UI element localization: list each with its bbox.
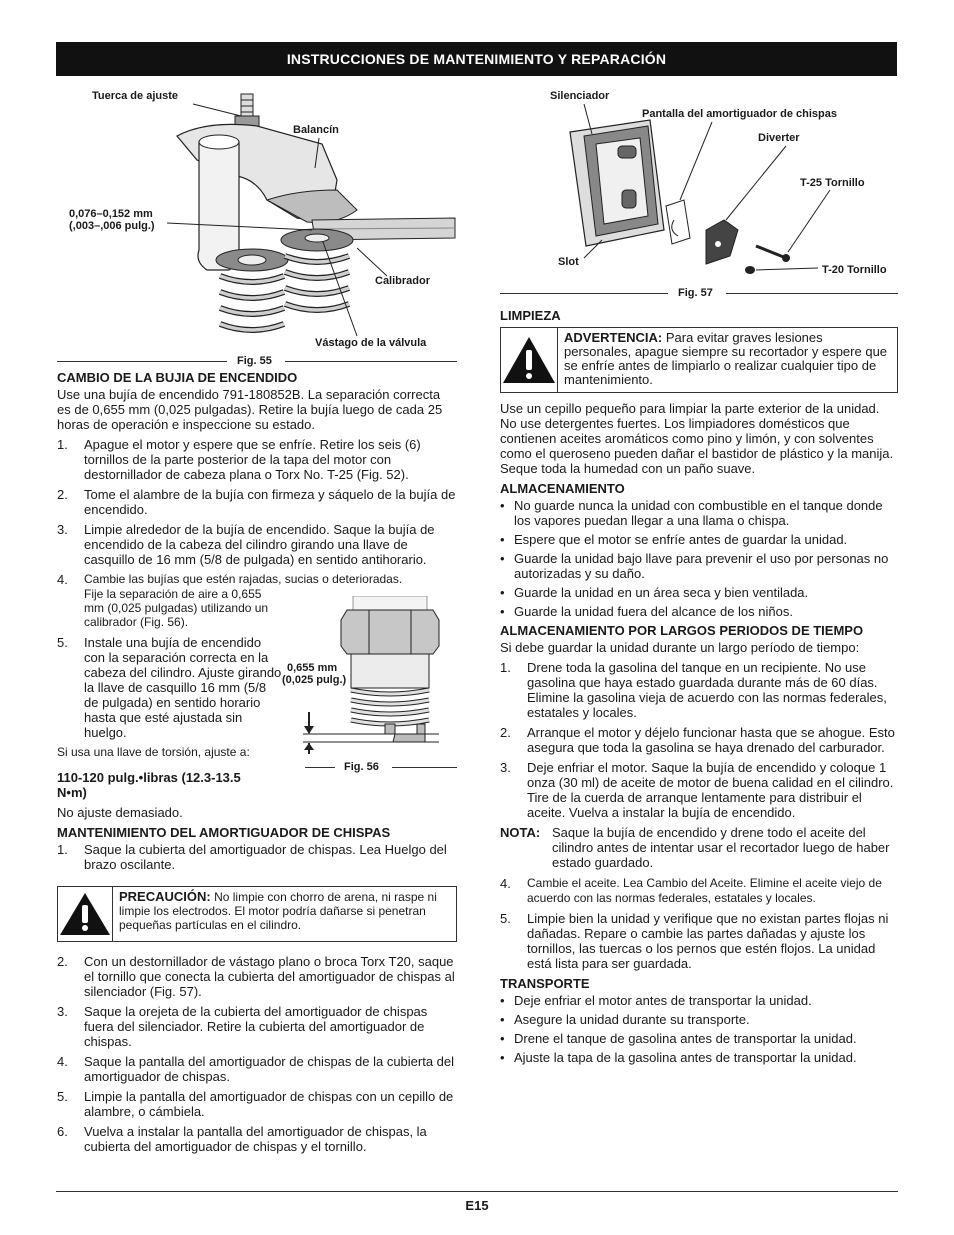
heading-largo-plazo: ALMACENAMIENTO POR LARGOS PERIODOS DE TIEMPO [500,623,864,638]
largo-steps [500,660,898,820]
list-item: 2. Tome el alambre de la bujía con firmeza y sáquelo de la bujía de encendido. [57,487,456,517]
largo-intro: Si debe guardar la unidad durante un largo período de tiempo: [500,640,860,655]
limpieza-body: Use un cepillo pequeño para limpiar la parte exterior de la unidad. No use detergentes fuertes. Los limpiadores domésticos que contienen aceites aromáticos como pino y limón, y con solventes como el queroseno pueden dañar el bastidor de plástico y la manija. Seque toda la humedad con un paño suave. [500,401,894,476]
list-item: 1. Apague el motor y espere que se enfríe. Retire los seis (6) tornillos de la parte posterior de la tapa del motor con destornillador de cabeza plana o Torx No. T-25 (Fig. 52). [57,437,421,482]
nota-label: NOTA: [500,825,541,840]
list-item: 5. Instale una bujía de encendido con la separación correcta en la cabeza del cilindro. Ajuste girando la llave de casquillo 16 mm (5/8 de pulgada) en sentido horario hasta que esté ajustada sin huelgo. [57,635,282,740]
valve-spring-right [281,229,353,310]
footer-rule [56,1191,898,1192]
section-header: INSTRUCCIONES DE MANTENIMIENTO Y REPARACIÓN [56,42,897,76]
step4-continued: Fije la separación de aire a 0,655 mm (0,025 pulgadas) utilizando un calibrador (Fig. 56). [84,587,269,629]
label-silenciador: Silenciador [550,90,610,102]
list-item: 5. Limpie la pantalla del amortiguador de chispas con un cepillo de alambre, o cámbiela. [57,1089,454,1119]
list-item: 1. Saque la cubierta del amortiguador de chispas. Lea Huelgo del brazo oscilante. [57,842,447,872]
list-item: 3. Saque la orejeta de la cubierta del amortiguador de chispas fuera del silenciador. Retire la cubierta del amortiguador de chispas. [57,1004,428,1049]
list-item: 3. Limpie alrededor de la bujía de encendido. Saque la bujía de encendido de la cabeza del cilindro girando una llave de casquillo de 16 mm (5/8 de pulgada) en sentido antihorario. [57,522,435,567]
heading-spark-arrestor: MANTENIMIENTO DEL AMORTIGUADOR DE CHISPAS [57,825,391,840]
caution-box [57,886,457,942]
list-item: • Ajuste la tapa de la gasolina antes de transportar la unidad. [500,1050,857,1065]
list-item: 2. Arranque el motor y déjelo funcionar hasta que se ahogue. Esto asegura que toda la gasolina se haya drenado del carburador. [500,725,895,755]
transporte-list [500,993,898,1065]
arrestor-steps [57,954,457,1154]
caption-rule [500,293,668,294]
caution-text: PRECAUCIÓN: No limpie con chorro de arena, ni raspe ni limpie los electrodos. El motor podría dañarse si penetran pequeñas partículas en el cilindro. [119,889,437,932]
label-pantalla: Pantalla del amortiguador de chispas [642,108,837,120]
list-item: 4. Saque la pantalla del amortiguador de chispas de la cubierta del amortiguador de chispas. [57,1054,455,1084]
largo-steps-2 [500,876,898,971]
left-column [57,80,457,1159]
list-item: • Drene el tanque de gasolina antes de transportar la unidad. [500,1031,857,1046]
nota-text: Saque la bujía de encendido y drene todo el aceite del cilindro antes de intentar usar el recortador luego de haber estado guardado. [552,825,890,870]
warning-triangle-icon [58,887,113,941]
heading-transporte: TRANSPORTE [500,976,590,991]
page-number: E15 [465,1198,489,1213]
heading-limpieza: LIMPIEZA [500,308,561,323]
spark-steps [57,437,457,567]
fig57-caption: Fig. 57 [678,287,713,299]
torque-intro: Si usa una llave de torsión, ajuste a: [57,745,250,759]
fig55-valve-diagram [57,80,457,370]
list-item: 4. Cambie las bujías que estén rajadas, sucias o deterioradas. [57,572,403,587]
label-slot: Slot [558,256,579,268]
almacenamiento-list [500,498,898,619]
caption-rule [305,767,335,768]
spark-intro: Use una bujía de encendido 791-180852B. La separación correcta es de 0,655 mm (0,025 pulgadas). Retire la bujía luego de cada 25 horas de operación e inspeccione su estado. [57,387,443,432]
label-vastago: Vástago de la válvula [315,337,427,349]
list-item: • Guarde la unidad fuera del alcance de los niños. [500,604,793,619]
list-item: 3. Deje enfriar el motor. Saque la bujía de encendido y coloque 1 onza (30 ml) de aceite de motor de buena calidad en el cilindro. Tire de la cuerda de arranque lentamente para distribuir el aceite. Vuelva a instalar la bujía de encendido. [500,760,894,820]
list-item: 4. Cambie el aceite. Lea Cambio del Aceite. Elimine el aceite viejo de acuerdo con las normas federales, estatales y locales. [500,876,882,905]
label-gap-in: (,003–,006 pulg.) [69,220,155,232]
spark-gap-section [57,572,457,773]
list-item: 5. Limpie bien la unidad y verifique que no existan partes flojas ni dañadas. Repare o cambie las partes dañadas y ajuste los tornillos, las tuercas o los pernos que estén flojos. La unidad está lista para ser guardada. [500,911,889,971]
list-item: 6. Vuelva a instalar la pantalla del amortiguador de chispas, la cubierta del amortiguador de chispas y el tornillo. [57,1124,427,1154]
list-item: • Deje enfriar el motor antes de transportar la unidad. [500,993,812,1008]
warning-box [500,327,898,393]
label-t25: T-25 Tornillo [800,177,865,189]
caption-rule [57,361,227,362]
heading-almacenamiento: ALMACENAMIENTO [500,481,625,496]
nota-block [500,825,898,870]
no-over-tighten: No ajuste demasiado. [57,805,183,820]
label-calibrador: Calibrador [375,275,431,287]
caption-rule [726,293,898,294]
list-item: 1. Drene toda la gasolina del tanque en un recipiente. No use gasolina que haya estado guardada durante más de 60 días. Elimine la gasolina vieja de acuerdo con las normas federales, estatales y locales. [500,660,887,720]
list-item: • No guarde nunca la unidad con combustible en el tanque donde los vapores puedan llegar a una llama o chispa. [500,498,883,528]
list-item: • Guarde la unidad en un área seca y bien ventilada. [500,585,809,600]
heading-spark-plug: CAMBIO DE LA BUJIA DE ENCENDIDO [57,370,298,385]
right-column [500,80,898,1069]
list-item: • Guarde la unidad bajo llave para prevenir el uso por personas no autorizadas y su daño. [500,551,889,581]
label-diverter: Diverter [758,132,800,144]
fig56-gap-in: (0,025 pulg.) [282,674,347,686]
warning-text: ADVERTENCIA: Para evitar graves lesiones personales, apague siempre su recortador y espere que se enfríe antes de limpiarlo o realizar cualquier tipo de mantenimiento. [564,330,888,387]
list-item: 2. Con un destornillador de vástago plano o broca Torx T20, saque el tornillo que conecta la cubierta del amortiguador de chispas al silenciador (Fig. 57). [57,954,455,999]
label-t20: T-20 Tornillo [822,264,887,276]
list-item: • Asegure la unidad durante su transporte. [500,1012,750,1027]
fig57-arrestor-diagram [500,80,898,302]
caption-rule [285,361,457,362]
warning-triangle-icon [501,328,558,392]
torque-value: 110-120 pulg.•libras (12.3-13.5 N•m) [57,770,241,800]
arrestor-step1 [57,842,457,872]
fig56-gap-mm: 0,655 mm [287,662,338,674]
caption-rule [392,767,457,768]
label-tuerca: Tuerca de ajuste [92,90,178,102]
fig56-caption: Fig. 56 [344,761,379,773]
list-item: • Espere que el motor se enfríe antes de guardar la unidad. [500,532,848,547]
fig55-caption: Fig. 55 [237,355,272,367]
valve-spring-left [216,249,288,330]
label-gap-mm: 0,076–0,152 mm [69,208,153,220]
label-balancin: Balancín [293,124,339,136]
